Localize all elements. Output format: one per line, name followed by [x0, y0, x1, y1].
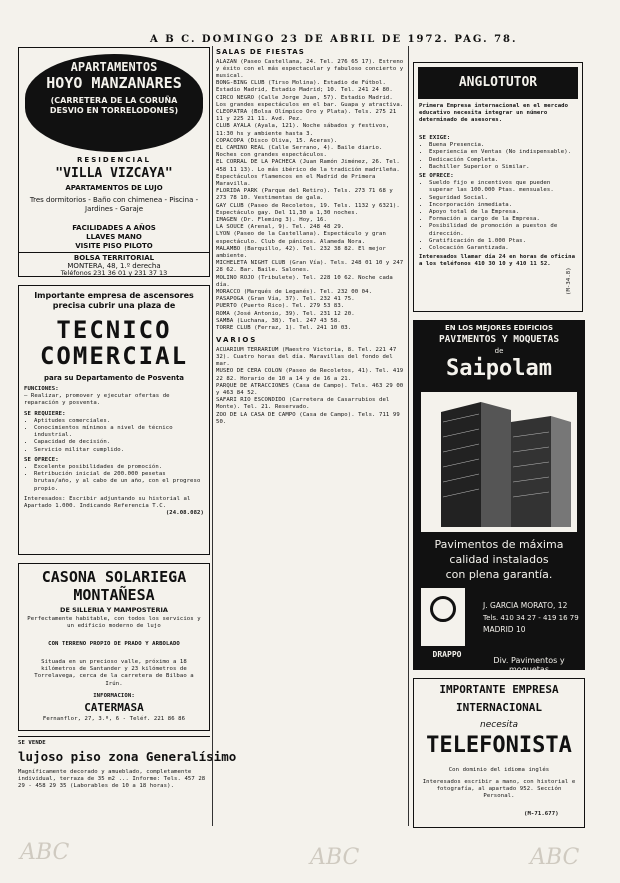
- varios-list: [216, 347, 404, 426]
- tecnico-interesados: Interesados: Escribir adjuntando su historial al Apartado 1.000. Indicando Referencia T.C.: [24, 495, 191, 510]
- list-item: SAFARI RIO ESCONDIDO (Carretera de Casarrubios del Monte). Tel. 21. Reservado.: [216, 397, 390, 411]
- casona-sub: DE SILLERIA Y MAMPOSTERIA: [60, 606, 168, 614]
- anglotutor-ofrece-heading: SE OFRECE:: [419, 173, 454, 180]
- drappo-logo: DRAPPO: [432, 650, 462, 659]
- casona-title: CASONA SOLARIEGA: [41, 568, 187, 586]
- list-item: • Retribución inicial de 200.000 pesetas brutas/año, y al cabo de un año, con el progreso propio.: [34, 471, 204, 493]
- tecnico-intro: Importante empresa de ascensores precisa cubrir una plaza de: [34, 291, 194, 310]
- list-item: ZOO DE LA CASA DE CAMPO (Casa de Campo). Tels. 711 99 50.: [216, 411, 400, 425]
- saipolam-slogan-3: con plena garantía.: [445, 568, 553, 581]
- page-header: A B C. DOMINGO 23 DE ABRIL DE 1972. PAG. 78.: [150, 34, 518, 45]
- list-item: • Capacidad de decisión.: [34, 439, 204, 446]
- list-item: LYON (Paseo de la Castellana). Espectáculo y gran espectáculo. Club de pánicos. Alameda Nora.: [216, 231, 386, 245]
- list-item: MORACCO (Marqués de Leganés). Tel. 232 00 04.: [216, 289, 373, 295]
- requiere-heading: SE REQUIERE:: [24, 410, 66, 417]
- saipolam-slogan-2: calidad instalados: [449, 553, 549, 566]
- anglotutor-title: ANGLOTUTOR: [418, 67, 578, 99]
- watermark: ABC: [310, 845, 360, 870]
- tecnico-body: [24, 386, 204, 517]
- saipolam-top: EN LOS MEJORES EDIFICIOS: [445, 324, 553, 332]
- list-item: FLORIDA PARK (Parque del Retiro). Tels. 273 71 68 y 273 78 10. Vestimentas de gala.: [216, 188, 393, 202]
- saipolam-de: de: [494, 347, 504, 355]
- telefonista-line-5: Con dominio del idioma inglés: [448, 767, 550, 773]
- casona-address: Fernanflor, 27, 3.º, 6 - Teléf. 221 86 86: [42, 716, 186, 722]
- list-item: • Colocación Garantizada.: [429, 245, 577, 252]
- catermasa: CATERMASA: [84, 701, 144, 714]
- list-item: • Dedicación Completa.: [429, 157, 577, 164]
- list-item: • Posibilidad de promoción a puestos de dirección.: [429, 223, 577, 237]
- bolsa-phones: Teléfonos 231 36 01 y 231 37 13: [60, 269, 168, 277]
- list-item: • Sueldo fijo e incentivos que pueden superar las 100.000 Ptas. mensuales.: [429, 180, 577, 194]
- anglotutor-interesados: Interesados llamar día 24 en horas de oficina a los teléfonos 410 30 10 y 410 11 52.: [419, 254, 576, 268]
- tecnico-ref: (24.08.082): [165, 510, 204, 517]
- list-item: • Seguridad Social.: [429, 195, 577, 202]
- list-item: SAMBA (Luchana, 38). Tel. 247 43 58.: [216, 317, 341, 324]
- casona-terreno: CON TERRENO PROPIO DE PRADO Y ARBOLADO: [48, 641, 180, 647]
- list-item: • Formación a cargo de la Empresa.: [429, 216, 577, 223]
- list-item: EL CAMINO REAL (Calle Serrano, 4). Baile diario. Noches con grandes espectáculos.: [216, 144, 383, 159]
- se-vende-title: lujoso piso zona Generalísimo: [18, 749, 237, 764]
- apartamentos-ad: [18, 47, 210, 277]
- list-item: CIRCO NEGRO (Calle Jorge Juan, 57). Estadio Madrid. Los grandes espectáculos en el bar. Guapa y atractiva.: [216, 94, 404, 108]
- watermark: ABC: [530, 845, 580, 870]
- bolsa-territorial: BOLSA TERRITORIAL: [73, 254, 155, 262]
- list-item: ACUARIUM TERRARIUM (Maestro Victoria, 8. Tel. 221 47 32). Cuatro horas del día. Maravillas del fondo del mar.: [216, 346, 397, 368]
- list-item: • Servicio militar cumplido.: [34, 447, 204, 454]
- tecnico-title: TECNICO: [56, 316, 172, 344]
- list-item: IMAGEN (Dr. Fleming 3). Hoy, 16.: [216, 216, 327, 223]
- saipolam-slogan-1: Pavimentos de máxima: [434, 538, 564, 551]
- telefonista-line-1: IMPORTANTE EMPRESA: [439, 683, 559, 696]
- list-item: ALAZAN (Paseo Castellana, 24. Tel. 276 65 17). Estreno y éxito con el más espectacular y fabuloso concierto y musical.: [216, 58, 404, 79]
- villa-vizcaya: "VILLA VIZCAYA": [55, 166, 173, 181]
- exige-heading: SE EXIGE:: [419, 135, 451, 141]
- building-illustration: [421, 392, 577, 532]
- list-item: • Apoyo total de la Empresa.: [429, 209, 577, 216]
- comercial-title: COMERCIAL: [39, 342, 189, 370]
- list-item: GAY CLUB (Paseo de Recoletos, 19. Tels. 1132 y 6321). Espectáculo gay. Del 11,30 a 1,30 noches.: [216, 202, 400, 216]
- telefonista-text: Interesados escribir a mano, con historial e fotografía, al apartado 952. Sección Personal.: [422, 779, 576, 800]
- list-item: MOLINO ROJO (Tribulete). Tel. 228 10 62. Noche cada día.: [216, 274, 393, 288]
- list-item: COPACOPA (Disco Oliva, 15. Aceras).: [216, 137, 338, 144]
- drappo-logo-box: [421, 588, 465, 646]
- list-item: MALAMBO (Barquillo, 42). Tel. 232 38 82. El mejor ambiente.: [216, 245, 386, 259]
- list-item: • Experiencia en Ventas (No indispensable).: [429, 149, 577, 156]
- saipolam-footer: Div. Pavimentos y moquetas: [493, 656, 565, 674]
- anglotutor-ad: [413, 62, 583, 312]
- telefonista-line-2: INTERNACIONAL: [455, 701, 543, 714]
- list-item: • Excelente posibilidades de promoción.: [34, 464, 204, 471]
- saipolam-ad: [413, 320, 585, 674]
- list-item: EL CORRAL DE LA PACHECA (Juan Ramón Jiménez, 26. Tel. 458 11 13). Lo más ibérico de la tradición madrileña. Espectáculos flamencos en el Madrid de Primera Maravilla.: [216, 159, 400, 187]
- funciones-text: — Realizar, promover y ejecutar ofertas de reparación y posventa.: [24, 393, 170, 407]
- tecnico-comercial-ad: [18, 285, 210, 555]
- visite: VISITE PISO PILOTO: [75, 242, 153, 250]
- funciones-heading: FUNCIONES:: [24, 386, 59, 392]
- se-vende-text: Magníficamente decorado y amueblado, completamente individual, terraza de 35 m2 ... Informe: Tels. 457 28 29 - 458 29 35 (Laborables de 10 a 18 horas).: [18, 769, 206, 790]
- drappo-icon: [430, 596, 456, 622]
- ofrece-heading: SE OFRECE:: [24, 456, 59, 463]
- casona-ad: [18, 563, 210, 731]
- casona-desc: Perfectamente habitable, con todos los servicios y un edificio moderno de lujo: [27, 616, 201, 630]
- casona-info: INFORMACION:: [93, 693, 135, 699]
- apartamentos-details: Tres dormitorios - Baño con chimenea - Piscina - Jardines - Garaje: [29, 196, 199, 213]
- varios-heading: VARIOS: [216, 336, 258, 345]
- list-item: PARQUE DE ATRACCIONES (Casa de Campo). Tels. 463 29 00 y 463 84 52.: [216, 382, 404, 396]
- se-vende-ad: [18, 736, 237, 816]
- anglotutor-code: (M-34.8): [566, 267, 572, 295]
- list-item: ROMA (José Antonio, 39). Tel. 231 12 20.: [216, 310, 355, 317]
- list-item: PASAPOGA (Gran Vía, 37). Tel. 232 41 75.: [216, 296, 355, 303]
- montanesa-title: MONTAÑESA: [73, 586, 155, 604]
- llaves: LLAVES MANO: [86, 233, 142, 241]
- saipolam-address-3: MADRID 10: [483, 625, 526, 634]
- list-item: • Bachiller Superior o Similar.: [429, 164, 577, 171]
- apartamentos-lujo: APARTAMENTOS DE LUJO: [65, 184, 163, 192]
- watermark: ABC: [20, 840, 70, 865]
- saipolam-address-2: Tels. 410 34 27 - 419 16 79: [483, 614, 579, 622]
- telefonista-title: TELEFONISTA: [426, 733, 572, 758]
- anglotutor-body: [419, 135, 577, 269]
- telefonista-line-3: necesita: [480, 720, 518, 730]
- hoyo-title: HOYO MANZANARES: [46, 74, 182, 92]
- residencial: RESIDENCIAL: [77, 156, 151, 164]
- list-item: • Conocimientos mínimos a nivel de técnico industrial.: [34, 425, 204, 439]
- list-item: CLUB AYALA (Ayala, 121). Noche sábados y festivos, 11:30 hs y ambiente hasta 3.: [216, 123, 390, 137]
- salas-list: [216, 59, 404, 333]
- apartamentos-title: APARTAMENTOS: [70, 60, 158, 74]
- list-item: PUERTO (Puerto Rico). Tel. 279 53 83.: [216, 303, 345, 310]
- list-item: CLEOPATRA (Bolsa Olímpico Oro y Plata). Tels. 275 21 11 y 225 21 11. Avd. Pez.: [216, 108, 397, 123]
- facilidades: FACILIDADES A AÑOS: [72, 224, 156, 232]
- building-icon: [441, 402, 571, 527]
- list-item: MUSEO DE CERA COLON (Paseo de Recoletos, 41). Tel. 419 22 82. Horario de 10 a 14 y de 16 a 21.: [216, 368, 404, 382]
- casona-situada: Situada en un precioso valle, próximo a 18 kilómetros de Santander y 23 kilómetros de Torrelavega, cerca de la carretera de Bilbao a Irún.: [34, 659, 194, 687]
- saipolam-brand: Saipolam: [446, 356, 552, 381]
- bolsa-address: MONTERA, 48, 1.º derecha: [67, 262, 161, 270]
- list-item: LA SOUCE (Arenal, 9). Tel. 248 48 29.: [216, 224, 345, 231]
- list-item: • Buena Presencia.: [429, 142, 577, 149]
- telefonista-ad: [413, 678, 585, 828]
- anglotutor-intro: Primera Empresa internacional en el mercado educativo necesita integrar un número determinado de asesores.: [419, 103, 569, 124]
- telefonista-code: (M-71.677): [524, 811, 559, 817]
- se-vende-label: SE VENDE: [18, 740, 46, 746]
- list-item: TORRE CLUB (Ferraz, 1). Tel. 241 10 03.: [216, 325, 352, 332]
- list-item: • Gratificación de 1.000 Ptas.: [429, 238, 577, 245]
- list-item: • Aptitudes comerciales.: [34, 418, 204, 425]
- saipolam-address-1: J. GARCIA MORATO, 12: [483, 601, 568, 610]
- saipolam-title: PAVIMENTOS Y MOQUETAS: [438, 334, 560, 345]
- list-item: BONG-BING CLUB (Tirso Molina). Estadio de Fútbol. Estadio Madrid, Estadio Madrid; 10. Tel. 241 24 80.: [216, 80, 393, 94]
- list-item: MICHELETA NIGHT CLUB (Gran Vía). Tels. 248 01 10 y 247 28 62. Bar. Baile. Salones.: [216, 260, 404, 274]
- tecnico-dept: para su Departamento de Posventa: [43, 374, 185, 382]
- salas-heading: SALAS DE FIESTAS: [216, 48, 305, 56]
- apartamentos-sub: (CARRETERA DE LA CORUÑA DESVIO EN TORRELODONES): [49, 96, 179, 115]
- salas-column: [216, 48, 404, 838]
- list-item: • Incorporación inmediata.: [429, 202, 577, 209]
